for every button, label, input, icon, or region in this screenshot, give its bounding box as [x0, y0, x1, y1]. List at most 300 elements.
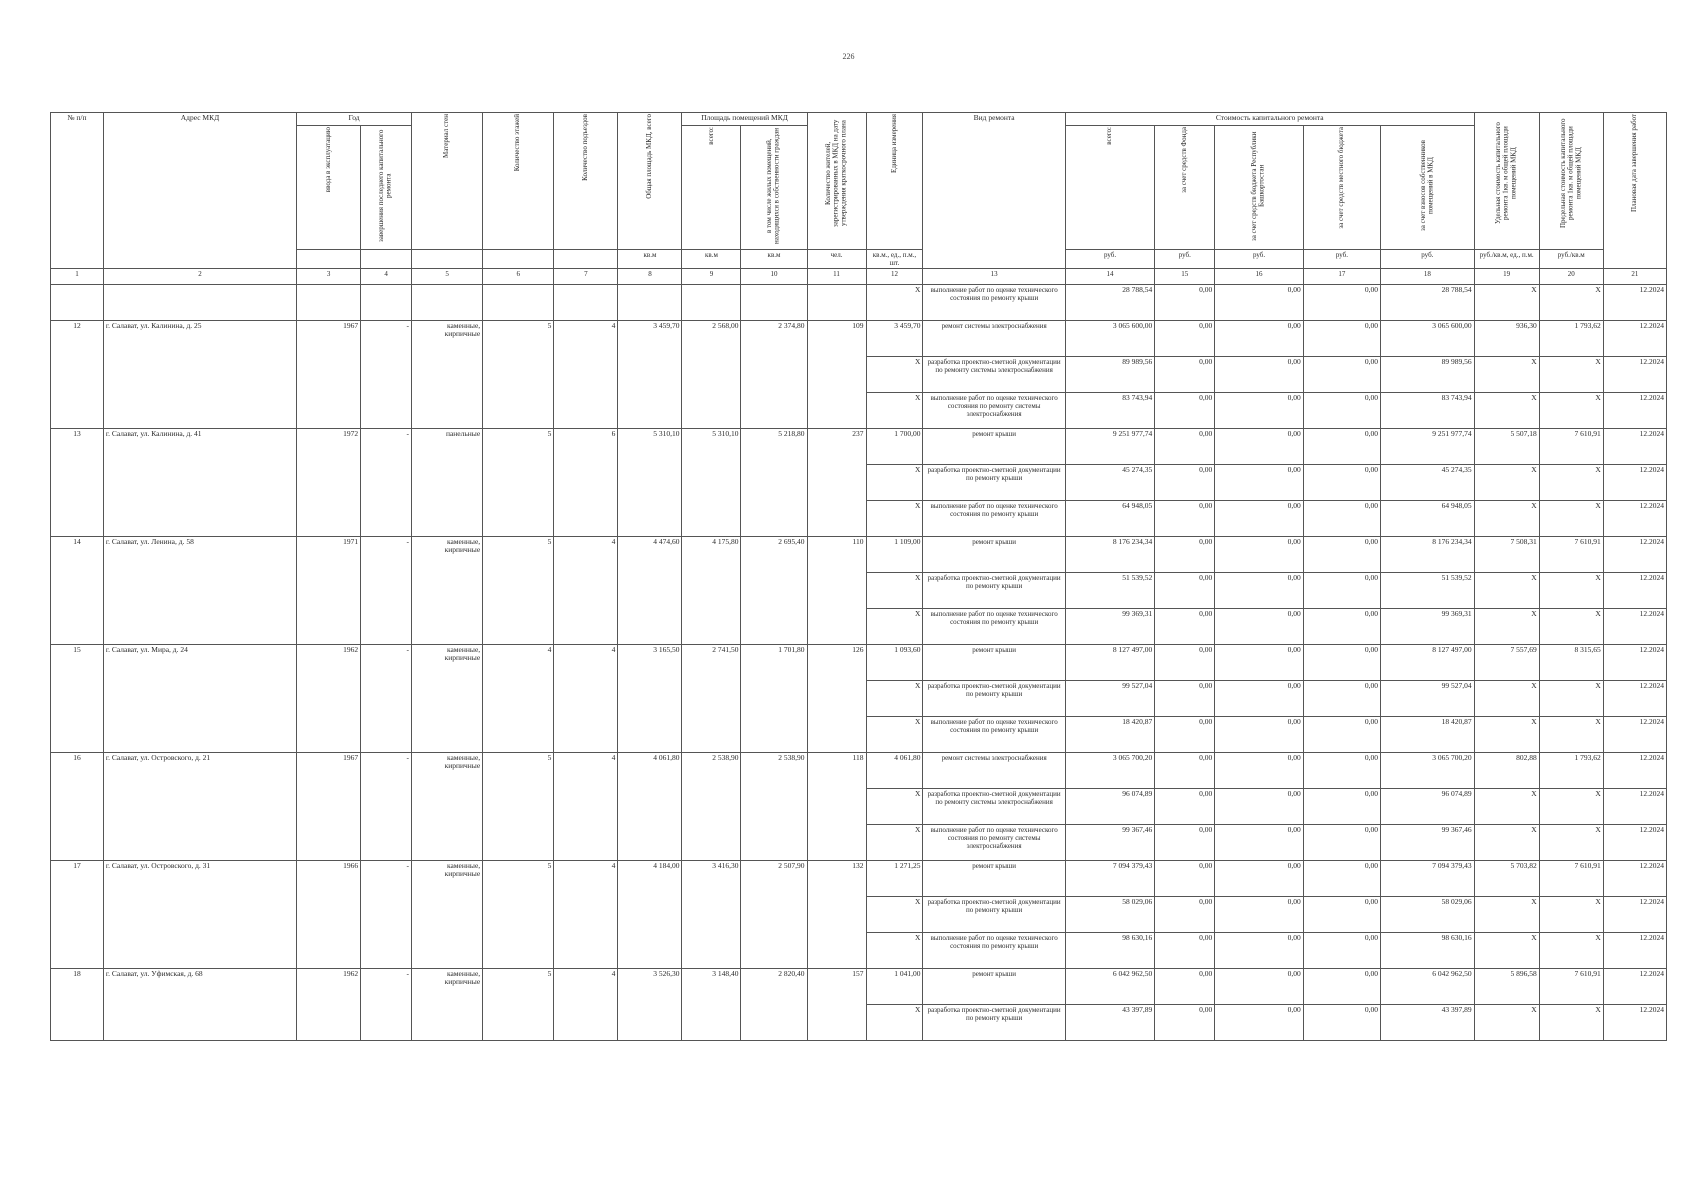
year-last-repair-cell: -: [361, 536, 412, 644]
cost-republic-cell: 0,00: [1215, 608, 1303, 644]
row-number-cell: 12: [51, 320, 104, 428]
unit-cell: руб.: [1303, 249, 1380, 268]
max-cost-cell: X: [1539, 284, 1603, 320]
repair-type-cell: ремонт системы электроснабжения: [923, 752, 1065, 788]
column-number-cell: 6: [483, 268, 554, 284]
col-year-group-header: Год: [297, 113, 412, 126]
repair-type-cell: выполнение работ по оценке технического состояния по ремонту крыши: [923, 716, 1065, 752]
walls-cell: каменные, кирпичные: [412, 752, 483, 860]
col-premises-group-header: Площадь помещений МКД: [682, 113, 807, 126]
col-year-last-repair-header: завершения последнего капитального ремонта: [361, 126, 412, 250]
repair-type-cell: разработка проектно-сметной документации по ремонту крыши: [923, 572, 1065, 608]
empty-cell: [297, 284, 361, 320]
repair-type-cell: разработка проектно-сметной документации по ремонту крыши: [923, 464, 1065, 500]
empty-cell: [103, 284, 296, 320]
col-deadline-header: Плановая дата завершения работ: [1603, 113, 1666, 269]
year-built-cell: 1962: [297, 968, 361, 1040]
premises-owned-cell: 5 218,80: [741, 428, 807, 536]
deadline-cell: 12.2024: [1603, 644, 1666, 680]
page-number: 226: [842, 52, 855, 61]
repair-type-cell: ремонт крыши: [923, 968, 1065, 1004]
column-number-cell: 1: [51, 268, 104, 284]
cost-total-cell: 99 367,46: [1065, 824, 1154, 860]
premises-owned-cell: 2 374,80: [741, 320, 807, 428]
table-row: [51, 284, 1667, 320]
max-cost-cell: 8 315,65: [1539, 644, 1603, 680]
address-cell: г. Салават, ул. Мира, д. 24: [103, 644, 296, 752]
unit-cell: чел.: [807, 249, 866, 268]
repair-type-cell: ремонт крыши: [923, 428, 1065, 464]
cost-republic-cell: 0,00: [1215, 932, 1303, 968]
cost-local-cell: 0,00: [1303, 356, 1380, 392]
cost-republic-cell: 0,00: [1215, 860, 1303, 896]
max-cost-cell: X: [1539, 464, 1603, 500]
cost-republic-cell: 0,00: [1215, 788, 1303, 824]
total-area-cell: 5 310,10: [618, 428, 682, 536]
cost-local-cell: 0,00: [1303, 752, 1380, 788]
repair-type-cell: ремонт крыши: [923, 644, 1065, 680]
column-number-cell: 9: [682, 268, 741, 284]
repair-type-cell: выполнение работ по оценке технического состояния по ремонту крыши: [923, 500, 1065, 536]
specific-cost-cell: X: [1474, 356, 1539, 392]
work-marker: X: [866, 680, 923, 716]
row-number-cell: 14: [51, 536, 104, 644]
max-cost-cell: 1 793,62: [1539, 320, 1603, 356]
cost-owners-cell: 89 989,56: [1381, 356, 1475, 392]
floors-cell: 5: [483, 428, 554, 536]
cost-total-cell: 8 176 234,34: [1065, 536, 1154, 572]
col-repair-type-header: Вид ремонта: [923, 113, 1065, 269]
cost-owners-cell: 8 127 497,00: [1381, 644, 1475, 680]
max-cost-cell: X: [1539, 1004, 1603, 1040]
cost-owners-cell: 99 367,46: [1381, 824, 1475, 860]
repair-type-cell: выполнение работ по оценке технического состояния по ремонту системы электроснабжения: [923, 824, 1065, 860]
quantity-cell: 4 061,80: [866, 752, 923, 788]
quantity-cell: 1 093,60: [866, 644, 923, 680]
cost-total-cell: 58 029,06: [1065, 896, 1154, 932]
cost-republic-cell: 0,00: [1215, 320, 1303, 356]
column-number-cell: 15: [1155, 268, 1215, 284]
column-number-cell: 4: [361, 268, 412, 284]
col-premises-total-header: всего:: [682, 126, 741, 250]
unit-cell: кв.м: [682, 249, 741, 268]
total-area-cell: 3 526,30: [618, 968, 682, 1040]
col-num-header: № п/п: [51, 113, 104, 269]
unit-cell: кв.м: [618, 249, 682, 268]
walls-cell: каменные, кирпичные: [412, 860, 483, 968]
column-numbers-row: [51, 268, 1667, 284]
column-number-cell: 13: [923, 268, 1065, 284]
specific-cost-cell: 5 507,18: [1474, 428, 1539, 464]
repair-type-cell: разработка проектно-сметной документации по ремонту крыши: [923, 680, 1065, 716]
col-total-area-header: Общая площадь МКД, всего: [618, 113, 682, 250]
cost-total-cell: 99 527,04: [1065, 680, 1154, 716]
entrances-cell: 4: [554, 968, 618, 1040]
address-cell: г. Салават, ул. Островского, д. 31: [103, 860, 296, 968]
work-marker: X: [866, 284, 923, 320]
specific-cost-cell: 7 557,69: [1474, 644, 1539, 680]
premises-owned-cell: 2 538,90: [741, 752, 807, 860]
cost-local-cell: 0,00: [1303, 716, 1380, 752]
total-area-cell: 4 184,00: [618, 860, 682, 968]
cost-owners-cell: 99 369,31: [1381, 608, 1475, 644]
cost-local-cell: 0,00: [1303, 536, 1380, 572]
cost-fund-cell: 0,00: [1155, 896, 1215, 932]
max-cost-cell: X: [1539, 824, 1603, 860]
table-row: [51, 968, 1667, 1004]
entrances-cell: 4: [554, 860, 618, 968]
total-area-cell: 4 474,60: [618, 536, 682, 644]
quantity-cell: 1 041,00: [866, 968, 923, 1004]
address-cell: г. Салават, ул. Уфимская, д. 68: [103, 968, 296, 1040]
deadline-cell: 12.2024: [1603, 536, 1666, 572]
cost-republic-cell: 0,00: [1215, 968, 1303, 1004]
year-built-cell: 1962: [297, 644, 361, 752]
unit-cell: руб.: [1155, 249, 1215, 268]
cost-fund-cell: 0,00: [1155, 788, 1215, 824]
cost-total-cell: 51 539,52: [1065, 572, 1154, 608]
specific-cost-cell: 5 896,58: [1474, 968, 1539, 1004]
cost-republic-cell: 0,00: [1215, 752, 1303, 788]
cost-local-cell: 0,00: [1303, 968, 1380, 1004]
specific-cost-cell: X: [1474, 680, 1539, 716]
deadline-cell: 12.2024: [1603, 896, 1666, 932]
col-unit-header: Единица измерения: [866, 113, 923, 250]
entrances-cell: 4: [554, 752, 618, 860]
row-number-cell: 16: [51, 752, 104, 860]
entrances-cell: 4: [554, 536, 618, 644]
work-marker: X: [866, 896, 923, 932]
deadline-cell: 12.2024: [1603, 752, 1666, 788]
max-cost-cell: X: [1539, 608, 1603, 644]
repair-type-cell: разработка проектно-сметной документации по ремонту крыши: [923, 1004, 1065, 1040]
deadline-cell: 12.2024: [1603, 824, 1666, 860]
column-number-cell: 18: [1381, 268, 1475, 284]
cost-fund-cell: 0,00: [1155, 608, 1215, 644]
cost-republic-cell: 0,00: [1215, 572, 1303, 608]
unit-cell: кв.м., ед., п.м., шт.: [866, 249, 923, 268]
floors-cell: 5: [483, 320, 554, 428]
cost-republic-cell: 0,00: [1215, 896, 1303, 932]
cost-fund-cell: 0,00: [1155, 968, 1215, 1004]
col-cost-group-header: Стоимость капитального ремонта: [1065, 113, 1474, 126]
cost-owners-cell: 96 074,89: [1381, 788, 1475, 824]
cost-local-cell: 0,00: [1303, 284, 1380, 320]
cost-local-cell: 0,00: [1303, 932, 1380, 968]
work-marker: X: [866, 824, 923, 860]
work-marker: X: [866, 464, 923, 500]
work-marker: X: [866, 788, 923, 824]
specific-cost-cell: X: [1474, 464, 1539, 500]
max-cost-cell: 1 793,62: [1539, 752, 1603, 788]
specific-cost-cell: 7 508,31: [1474, 536, 1539, 572]
floors-cell: 5: [483, 536, 554, 644]
cost-local-cell: 0,00: [1303, 896, 1380, 932]
max-cost-cell: X: [1539, 500, 1603, 536]
cost-fund-cell: 0,00: [1155, 320, 1215, 356]
repair-type-cell: ремонт крыши: [923, 860, 1065, 896]
cost-owners-cell: 58 029,06: [1381, 896, 1475, 932]
premises-owned-cell: 2 695,40: [741, 536, 807, 644]
cost-total-cell: 98 630,16: [1065, 932, 1154, 968]
cost-fund-cell: 0,00: [1155, 1004, 1215, 1040]
deadline-cell: 12.2024: [1603, 968, 1666, 1004]
col-residents-header: Количество жителей, зарегистрированных в МКД на дату утверждения краткосрочного плана: [807, 113, 866, 250]
empty-cell: [51, 284, 104, 320]
row-number-cell: 15: [51, 644, 104, 752]
deadline-cell: 12.2024: [1603, 608, 1666, 644]
walls-cell: каменные, кирпичные: [412, 320, 483, 428]
work-marker: X: [866, 1004, 923, 1040]
column-number-cell: 5: [412, 268, 483, 284]
cost-owners-cell: 64 948,05: [1381, 500, 1475, 536]
total-area-cell: 4 061,80: [618, 752, 682, 860]
cost-owners-cell: 6 042 962,50: [1381, 968, 1475, 1004]
cost-owners-cell: 99 527,04: [1381, 680, 1475, 716]
unit-cell: кв.м: [741, 249, 807, 268]
deadline-cell: 12.2024: [1603, 716, 1666, 752]
specific-cost-cell: X: [1474, 572, 1539, 608]
residents-cell: 237: [807, 428, 866, 536]
column-number-cell: 10: [741, 268, 807, 284]
table-row: [51, 320, 1667, 356]
cost-fund-cell: 0,00: [1155, 464, 1215, 500]
residents-cell: 109: [807, 320, 866, 428]
work-marker: X: [866, 716, 923, 752]
cost-republic-cell: 0,00: [1215, 464, 1303, 500]
max-cost-cell: X: [1539, 716, 1603, 752]
address-cell: г. Салават, ул. Ленина, д. 58: [103, 536, 296, 644]
year-built-cell: 1971: [297, 536, 361, 644]
header-row-1: [51, 113, 1667, 126]
deadline-cell: 12.2024: [1603, 464, 1666, 500]
specific-cost-cell: X: [1474, 500, 1539, 536]
col-year-built-header: ввода в эксплуатацию: [297, 126, 361, 250]
premises-total-cell: 4 175,80: [682, 536, 741, 644]
cost-total-cell: 89 989,56: [1065, 356, 1154, 392]
deadline-cell: 12.2024: [1603, 428, 1666, 464]
cost-local-cell: 0,00: [1303, 608, 1380, 644]
repair-type-cell: разработка проектно-сметной документации по ремонту крыши: [923, 896, 1065, 932]
col-local-header: за счет средств местного бюджета: [1303, 126, 1380, 250]
cost-republic-cell: 0,00: [1215, 716, 1303, 752]
repair-type-cell: ремонт системы электроснабжения: [923, 320, 1065, 356]
walls-cell: каменные, кирпичные: [412, 968, 483, 1040]
cost-owners-cell: 43 397,89: [1381, 1004, 1475, 1040]
premises-total-cell: 3 148,40: [682, 968, 741, 1040]
cost-owners-cell: 28 788,54: [1381, 284, 1475, 320]
premises-total-cell: 3 416,30: [682, 860, 741, 968]
specific-cost-cell: X: [1474, 284, 1539, 320]
work-marker: X: [866, 356, 923, 392]
cost-local-cell: 0,00: [1303, 860, 1380, 896]
col-floors-header: Количество этажей: [483, 113, 554, 250]
quantity-cell: 1 109,00: [866, 536, 923, 572]
cost-fund-cell: 0,00: [1155, 284, 1215, 320]
table-body: [51, 113, 1667, 1041]
cost-owners-cell: 83 743,94: [1381, 392, 1475, 428]
column-number-cell: 8: [618, 268, 682, 284]
column-number-cell: 3: [297, 268, 361, 284]
cost-republic-cell: 0,00: [1215, 356, 1303, 392]
entrances-cell: 4: [554, 644, 618, 752]
cost-republic-cell: 0,00: [1215, 824, 1303, 860]
residents-cell: 132: [807, 860, 866, 968]
floors-cell: 5: [483, 860, 554, 968]
premises-total-cell: 5 310,10: [682, 428, 741, 536]
row-number-cell: 13: [51, 428, 104, 536]
cost-fund-cell: 0,00: [1155, 716, 1215, 752]
entrances-cell: 6: [554, 428, 618, 536]
column-number-cell: 11: [807, 268, 866, 284]
repair-type-cell: ремонт крыши: [923, 536, 1065, 572]
deadline-cell: 12.2024: [1603, 788, 1666, 824]
cost-owners-cell: 9 251 977,74: [1381, 428, 1475, 464]
cost-fund-cell: 0,00: [1155, 392, 1215, 428]
specific-cost-cell: X: [1474, 716, 1539, 752]
year-last-repair-cell: -: [361, 320, 412, 428]
column-number-cell: 12: [866, 268, 923, 284]
max-cost-cell: X: [1539, 392, 1603, 428]
cost-local-cell: 0,00: [1303, 500, 1380, 536]
cost-total-cell: 96 074,89: [1065, 788, 1154, 824]
year-built-cell: 1967: [297, 752, 361, 860]
max-cost-cell: X: [1539, 680, 1603, 716]
cost-total-cell: 18 420,87: [1065, 716, 1154, 752]
cost-local-cell: 0,00: [1303, 464, 1380, 500]
year-built-cell: 1972: [297, 428, 361, 536]
deadline-cell: 12.2024: [1603, 500, 1666, 536]
quantity-cell: 3 459,70: [866, 320, 923, 356]
deadline-cell: 12.2024: [1603, 932, 1666, 968]
unit-cell: руб.: [1215, 249, 1303, 268]
unit-cell: руб.: [1065, 249, 1154, 268]
col-walls-header: Материал стен: [412, 113, 483, 250]
residents-cell: 157: [807, 968, 866, 1040]
max-cost-cell: X: [1539, 896, 1603, 932]
specific-cost-cell: 5 703,82: [1474, 860, 1539, 896]
deadline-cell: 12.2024: [1603, 320, 1666, 356]
address-cell: г. Салават, ул. Калинина, д. 41: [103, 428, 296, 536]
floors-cell: 5: [483, 752, 554, 860]
premises-owned-cell: 1 701,80: [741, 644, 807, 752]
walls-cell: каменные, кирпичные: [412, 644, 483, 752]
col-specific-cost-header: Удельная стоимость капитального ремонта 1кв. м общей площади помещений МКД: [1474, 113, 1539, 250]
address-cell: г. Салават, ул. Калинина, д. 25: [103, 320, 296, 428]
cost-republic-cell: 0,00: [1215, 680, 1303, 716]
cost-total-cell: 3 065 600,00: [1065, 320, 1154, 356]
specific-cost-cell: X: [1474, 896, 1539, 932]
walls-cell: панельные: [412, 428, 483, 536]
empty-cell: [483, 284, 554, 320]
unit-cell: руб.: [1381, 249, 1475, 268]
year-last-repair-cell: -: [361, 644, 412, 752]
premises-owned-cell: 2 820,40: [741, 968, 807, 1040]
column-number-cell: 17: [1303, 268, 1380, 284]
col-fund-header: за счет средств Фонда: [1155, 126, 1215, 250]
cost-republic-cell: 0,00: [1215, 284, 1303, 320]
deadline-cell: 12.2024: [1603, 1004, 1666, 1040]
repair-type-cell: разработка проектно-сметной документации по ремонту системы электроснабжения: [923, 788, 1065, 824]
max-cost-cell: 7 610,91: [1539, 428, 1603, 464]
column-number-cell: 7: [554, 268, 618, 284]
deadline-cell: 12.2024: [1603, 392, 1666, 428]
col-max-cost-header: Предельная стоимость капитального ремонта 1кв. м общей площади помещений МКД: [1539, 113, 1603, 250]
year-built-cell: 1967: [297, 320, 361, 428]
column-number-cell: 16: [1215, 268, 1303, 284]
cost-total-cell: 43 397,89: [1065, 1004, 1154, 1040]
max-cost-cell: 7 610,91: [1539, 860, 1603, 896]
cost-total-cell: 6 042 962,50: [1065, 968, 1154, 1004]
cost-owners-cell: 7 094 379,43: [1381, 860, 1475, 896]
repair-type-cell: разработка проектно-сметной документации по ремонту системы электроснабжения: [923, 356, 1065, 392]
empty-cell: [361, 284, 412, 320]
residents-cell: 126: [807, 644, 866, 752]
max-cost-cell: X: [1539, 932, 1603, 968]
empty-cell: [807, 284, 866, 320]
premises-total-cell: 2 568,00: [682, 320, 741, 428]
total-area-cell: 3 165,50: [618, 644, 682, 752]
unit-cell: руб./кв.м: [1539, 249, 1603, 268]
cost-fund-cell: 0,00: [1155, 824, 1215, 860]
cost-fund-cell: 0,00: [1155, 536, 1215, 572]
col-republic-header: за счет средств бюджета Республики Башкортостан: [1215, 126, 1303, 250]
cost-local-cell: 0,00: [1303, 644, 1380, 680]
cost-local-cell: 0,00: [1303, 824, 1380, 860]
premises-total-cell: 2 741,50: [682, 644, 741, 752]
deadline-cell: 12.2024: [1603, 572, 1666, 608]
cost-local-cell: 0,00: [1303, 320, 1380, 356]
cost-total-cell: 28 788,54: [1065, 284, 1154, 320]
cost-fund-cell: 0,00: [1155, 356, 1215, 392]
specific-cost-cell: X: [1474, 608, 1539, 644]
cost-local-cell: 0,00: [1303, 788, 1380, 824]
work-marker: X: [866, 572, 923, 608]
cost-total-cell: 3 065 700,20: [1065, 752, 1154, 788]
work-marker: X: [866, 608, 923, 644]
column-number-cell: 14: [1065, 268, 1154, 284]
cost-total-cell: 99 369,31: [1065, 608, 1154, 644]
work-marker: X: [866, 392, 923, 428]
specific-cost-cell: X: [1474, 824, 1539, 860]
table-row: [51, 644, 1667, 680]
max-cost-cell: X: [1539, 788, 1603, 824]
repair-type-cell: выполнение работ по оценке технического состояния по ремонту крыши: [923, 932, 1065, 968]
empty-cell: [554, 284, 618, 320]
repair-plan-table: [50, 112, 1667, 1041]
cost-owners-cell: 3 065 600,00: [1381, 320, 1475, 356]
empty-cell: [412, 284, 483, 320]
cost-total-cell: 9 251 977,74: [1065, 428, 1154, 464]
max-cost-cell: X: [1539, 356, 1603, 392]
unit-cell: руб./кв.м, ед., п.м.: [1474, 249, 1539, 268]
col-premises-owned-header: в том числе жилых помещений, находящихся в собственности граждан: [741, 126, 807, 250]
cost-total-cell: 8 127 497,00: [1065, 644, 1154, 680]
cost-fund-cell: 0,00: [1155, 428, 1215, 464]
cost-total-cell: 45 274,35: [1065, 464, 1154, 500]
year-built-cell: 1966: [297, 860, 361, 968]
deadline-cell: 12.2024: [1603, 680, 1666, 716]
address-cell: г. Салават, ул. Островского, д. 21: [103, 752, 296, 860]
table-row: [51, 860, 1667, 896]
specific-cost-cell: X: [1474, 1004, 1539, 1040]
premises-total-cell: 2 538,90: [682, 752, 741, 860]
floors-cell: 5: [483, 968, 554, 1040]
column-number-cell: 20: [1539, 268, 1603, 284]
cost-fund-cell: 0,00: [1155, 680, 1215, 716]
cost-owners-cell: 51 539,52: [1381, 572, 1475, 608]
specific-cost-cell: 802,88: [1474, 752, 1539, 788]
